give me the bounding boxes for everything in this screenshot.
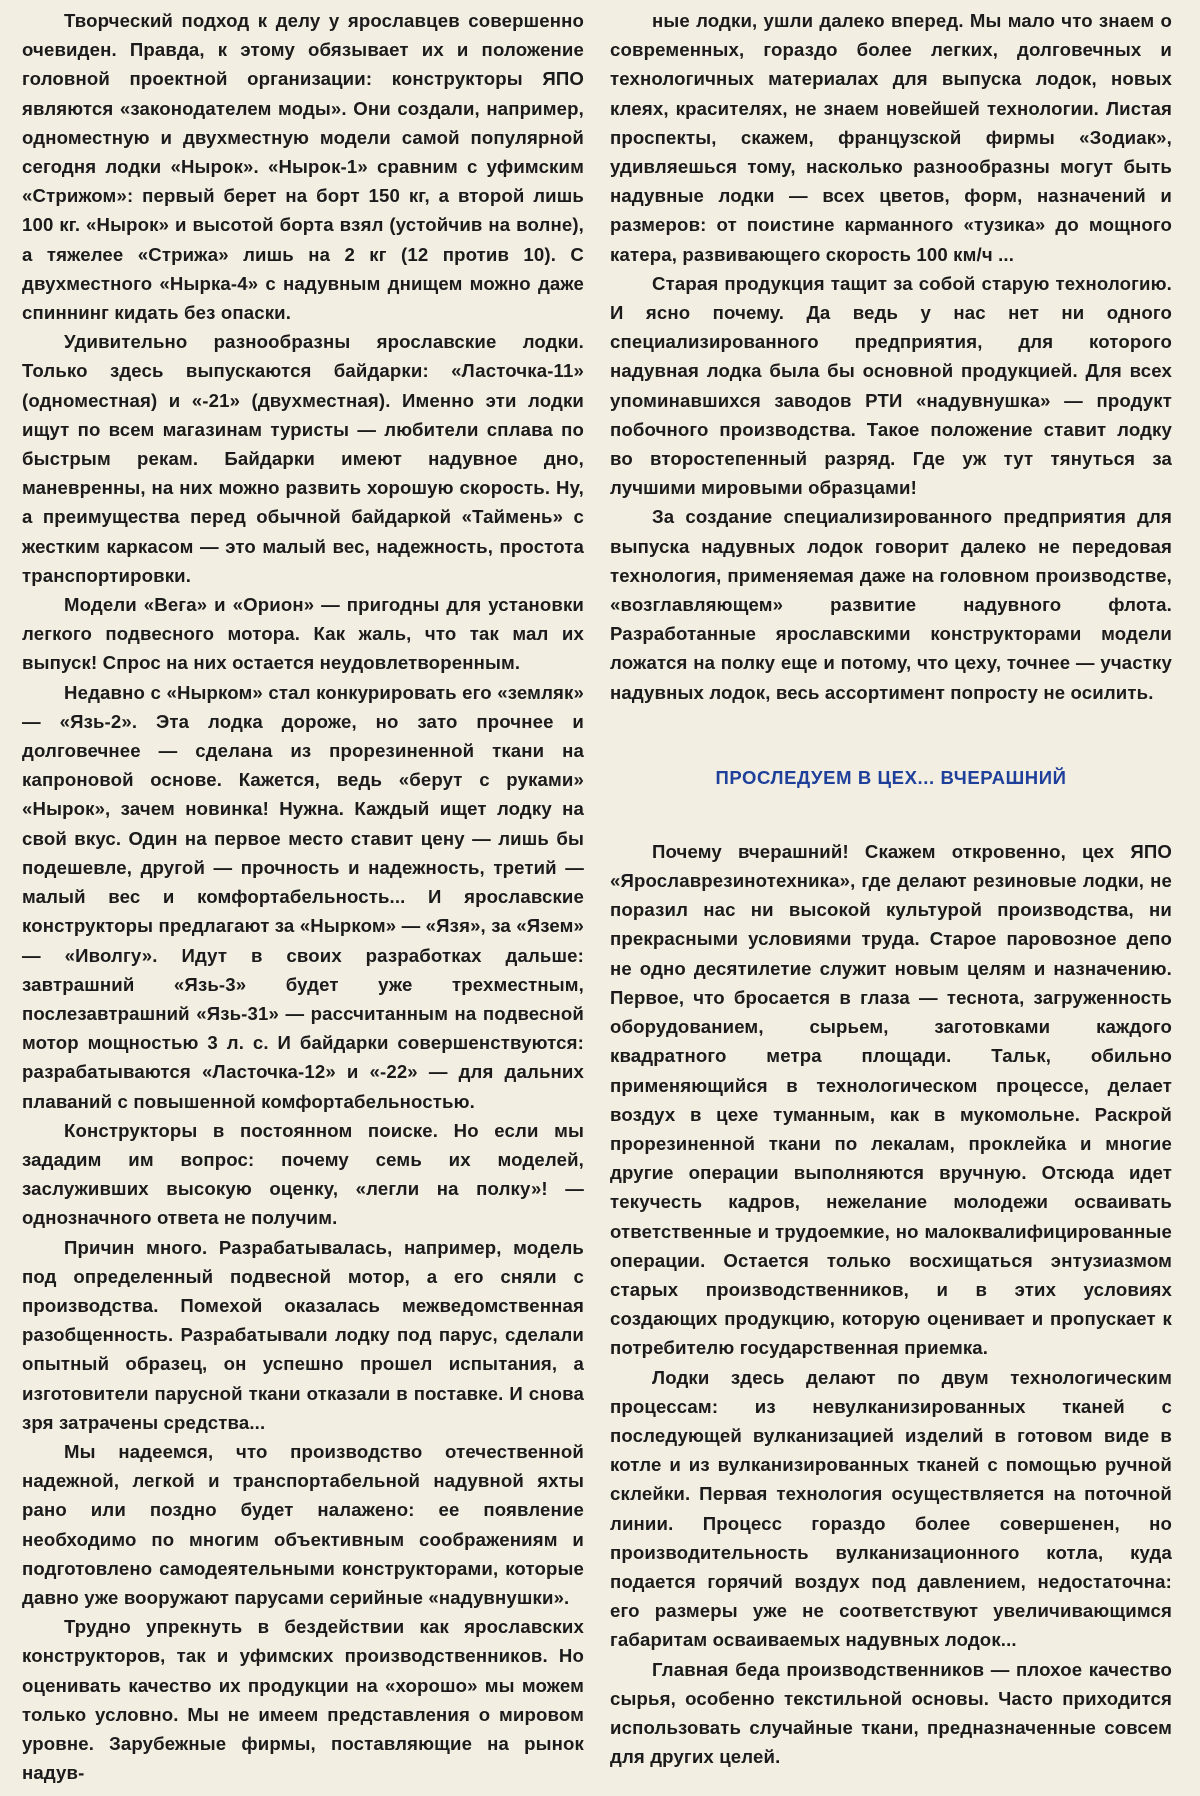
left-paragraph-7: Мы надеемся, что производство отечественной надежной, легкой и транспортабельной надувной яхты рано или поздно будет налажено: ее появление необходимо по многим объективным соображениям и подготовлено самодеятельными конструкторами, которые давно уже вооружают парусами серийные «надувнушки». xyxy=(22,1440,584,1608)
left-paragraph-1: Творческий подход к делу у ярославцев совершенно очевиден. Правда, к этому обязывает их и положение головной проектной организации: конструкторы ЯПО являются «законодателем моды». Они создали, например, одноместную и двухместную модели самой популярной сегодня лодки «Нырок». «Нырок-1» сравним с уфимским «Стрижом»: первый берет на борт 150 кг, а второй лишь 100 кг. «Нырок» и высотой борта взял (устойчив на волне), а тяжелее «Стрижа» лишь на 2 кг (12 против 10). С двухместного «Нырка-4» с надувным днищем можно даже спиннинг кидать без опаски. xyxy=(22,10,584,324)
left-paragraph-3: Модели «Вега» и «Орион» — пригодны для установки легкого подвесного мотора. Как жаль, что так мал их выпуск! Спрос на них остается неудовлетворенным. xyxy=(22,594,584,674)
left-paragraph-6: Причин много. Разрабатывалась, например, модель под определенный подвесной мотор, а его сняли с производства. Помехой оказалась межведомственная разобщенность. Разрабатывали лодку под парус, сделали опытный образец, он успешно прошел испытания, а изготовители парусной ткани отказали в поставке. И снова зря затрачены средства... xyxy=(22,1236,584,1433)
left-paragraph-8: Трудно упрекнуть в бездействии как ярославских конструкторов, так и уфимских производственников. Но оценивать качество их продукции на «хорошо» мы можем только условно. Мы не имеем представления о мировом уровне. Зарубежные фирмы, поставляющие на рынок надув- xyxy=(22,1616,584,1784)
right-paragraph-1: ные лодки, ушли далеко вперед. Мы мало что знаем о современных, гораздо более легких, долговечных и технологичных материалах для выпуска лодок, новых клеях, красителях, не знаем новейшей технологии. Листая проспекты, скажем, французской фирмы «Зодиак», удивляешься тому, насколько разнообразны могут быть надувные лодки — всех цветов, форм, назначений и размеров: от поистине карманного «тузика» до мощного катера, развивающего скорость 100 км/ч ... xyxy=(610,10,1172,265)
right-paragraph-6: Главная беда производственников — плохое качество сырья, особенно текстильной основы. Часто приходится использовать случайные ткани, предназначенные совсем для других целей. xyxy=(610,1658,1172,1768)
right-paragraph-5: Лодки здесь делают по двум технологическим процессам: из невулканизированных тканей с последующей вулканизацией изделий в готовом виде в котле и из вулканизированных тканей с помощью ручной склейки. Первая технология осуществляется на поточной линии. Процесс гораздо более совершенен, но производительность вулканизационного котла, куда подается горячий воздух под давлением, недостаточна: его размеры уже не соответствуют увеличивающимся габаритам осваиваемых надувных лодок... xyxy=(610,1366,1172,1651)
right-paragraph-2: Старая продукция тащит за собой старую технологию. И ясно почему. Да ведь у нас нет ни одного специализированного предприятия, для которого надувная лодка была бы основной продукцией. Для всех упоминавшихся заводов РТИ «надувнушка» — продукт побочного производства. Такое положение ставит лодку во второстепенный разряд. Где уж тут тянуться за лучшими мировыми образцами! xyxy=(610,272,1172,499)
left-paragraph-5: Конструкторы в постоянном поиске. Но если мы зададим им вопрос: почему семь их моделей, заслуживших высокую оценку, «легли на полку»! — однозначного ответа не получим. xyxy=(22,1119,584,1229)
left-paragraph-4: Недавно с «Нырком» стал конкурировать его «земляк» — «Язь-2». Эта лодка дороже, но зато прочнее и долговечнее — сделана из прорезиненной ткани на капроновой основе. Кажется, ведь «берут с руками» «Нырок», зачем новинка! Нужна. Каждый ищет лодку на свой вкус. Один на первое место ставит цену — лишь бы подешевле, другой — прочность и надежность, третий — малый вес и комфортабельность... И ярославские конструкторы предлагают за «Нырком» — «Язя», за «Язем» — «Иволгу». Идут в своих разработках дальше: завтрашний «Язь-3» будет уже трехместным, послезавтрашний «Язь-31» — рассчитанным на подвесной мотор мощностью 3 л. с. И байдарки совершенствуются: разрабатываются «Ласточка-12» и «-22» — для дальних плаваний с повышенной комфортабельностью. xyxy=(22,681,584,1112)
left-column xyxy=(22,6,584,1796)
right-paragraph-3: За создание специализированного предприятия для выпуска надувных лодок говорит далеко не передовая технология, применяемая даже на головном производстве, «возглавляющем» развитие надувного флота. Разработанные ярославскими конструкторами модели ложатся на полку еще и потому, что цеху, точнее — участку надувных лодок, весь ассортимент попросту не осилить. xyxy=(610,506,1172,703)
section-heading: ПРОСЛЕДУЕМ В ЦЕХ... ВЧЕРАШНИЙ xyxy=(715,766,1067,788)
left-paragraph-2: Удивительно разнообразны ярославские лодки. Только здесь выпускаются байдарки: «Ласточка-11» (одноместная) и «-21» (двухместная). Именно эти лодки ищут по всем магазинам туристы — любители сплава по быстрым рекам. Байдарки имеют надувное дно, маневренны, на них можно развить хорошую скорость. Ну, а преимущества перед обычной байдаркой «Таймень» с жестким каркасом — это малый вес, надежность, простота транспортировки. xyxy=(22,331,584,586)
section-heading-wrapper xyxy=(610,767,1172,789)
right-column xyxy=(610,6,1172,1796)
right-paragraph-4: Почему вчерашний! Скажем откровенно, цех ЯПО «Ярославрезинотехника», где делают резиновые лодки, не поразил нас ни высокой культурой производства, ни прекрасными условиями труда. Старое паровозное депо не одно десятилетие служит новым целям и назначению. Первое, что бросается в глаза — теснота, загруженность оборудованием, сырьем, заготовками каждого квадратного метра площади. Тальк, обильно применяющийся в технологическом процессе, делает воздух в цехе туманным, как в мукомольне. Раскрой прорезиненной ткани по лекалам, проклейка и многие другие операции выполняются вручную. Отсюда идет текучесть кадров, нежелание молодежи осваивать ответственные и трудоемкие, но малоквалифицированные операции. Остается только восхищаться энтузиазмом старых производственников, и в этих условиях создающих продукцию, которую оценивает и пропускает к потребителю государственная приемка. xyxy=(610,840,1172,1359)
